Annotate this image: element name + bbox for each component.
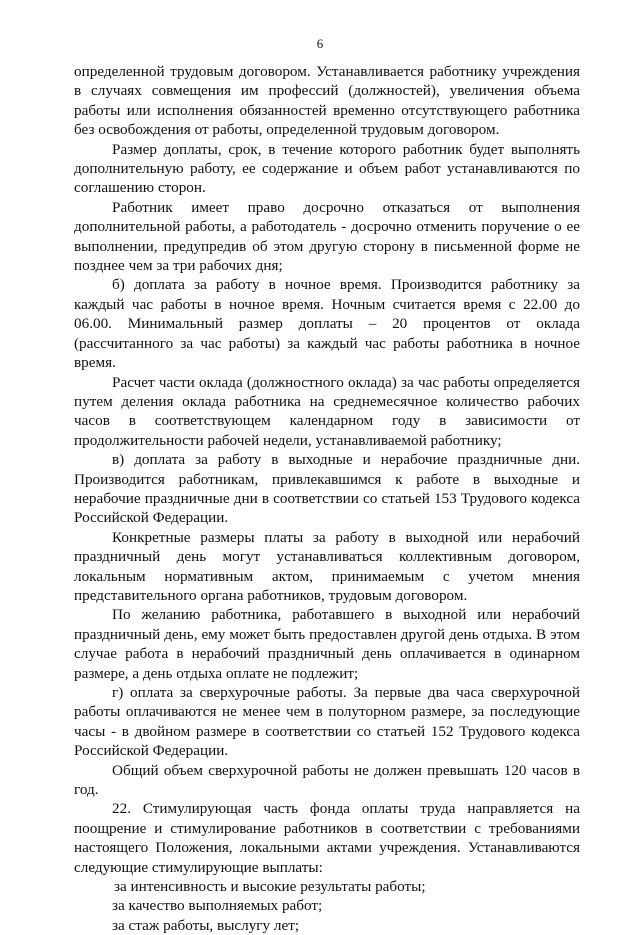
list-item: за стаж работы, выслугу лет; (112, 916, 300, 934)
paragraph-4: б) доплата за работу в ночное время. Производится работнику за каждый час работы в ночное время. Ночным считается время с 22.00 до 06.00. Минимальный размер доплаты – 20 процентов от оклада (рассчитанного за час работы) за каждый час работы работника в ночное время. (74, 276, 580, 372)
paragraph-8: По желанию работника, работавшего в выходной или нерабочий праздничный день, ему может быть предоставлен другой день отдыха. В этом случае работа в нерабочий праздничный день оплачивается в одинарном размере, а день отдыха оплате не подлежит; (74, 606, 580, 682)
paragraph-7: Конкретные размеры платы за работу в выходной или нерабочий праздничный день могут устанавливаться коллективным договором, локальным нормативным актом, принимаемым с учетом мнения представительного органа работников, трудовым договором. (74, 528, 580, 604)
paragraph-9: г) оплата за сверхурочные работы. За первые два часа сверхурочной работы оплачиваются не менее чем в полуторном размере, за последующие часы - в двойном размере в соответствии со статьей 152 Трудового кодекса Российской Федерации. (74, 684, 580, 760)
paragraph-10: Общий объем сверхурочной работы не должен превышать 120 часов в год. (74, 761, 580, 799)
list-item: за качество выполняемых работ; (112, 897, 323, 915)
document-body (74, 62, 580, 935)
paragraph-3: Работник имеет право досрочно отказаться от выполнения дополнительной работы, а работодатель - досрочно отменить поручение о ее выполнении, предупредив об этом другую сторону в письменной форме не позднее чем за три рабочих дня; (74, 198, 580, 275)
page-number: 6 (316, 36, 324, 51)
list-item: за интенсивность и высокие результаты работы; (114, 878, 426, 896)
paragraph-6: в) доплата за работу в выходные и нерабочие праздничные дни. Производится работникам, привлекавшимся к работе в выходные и нерабочие праздничные дни в соответствии со статьей 153 Трудового кодекса Российской Федерации. (74, 451, 580, 527)
paragraph-1: определенной трудовым договором. Устанавливается работнику учреждения в случаях совмещения им профессий (должностей), увеличения объема работы или исполнения обязанностей временно отсутствующего работника без освобождения от работы, определенной трудовым договором. (74, 63, 580, 139)
paragraph-2: Размер доплаты, срок, в течение которого работник будет выполнять дополнительную работу, ее содержание и объем работ устанавливаются по соглашению сторон. (74, 140, 580, 197)
paragraph-5: Расчет части оклада (должностного оклада) за час работы определяется путем деления оклада работника на среднемесячное количество рабочих часов в соответствующем календарном году в зависимости от продолжительности рабочей недели, устанавливаемой работнику; (74, 373, 580, 449)
paragraph-11: 22. Стимулирующая часть фонда оплаты труда направляется на поощрение и стимулирование работников в соответствии с требованиями настоящего Положения, локальными актами учреждения. Устанавливаются следующие стимулирующие выплаты: (74, 800, 580, 876)
